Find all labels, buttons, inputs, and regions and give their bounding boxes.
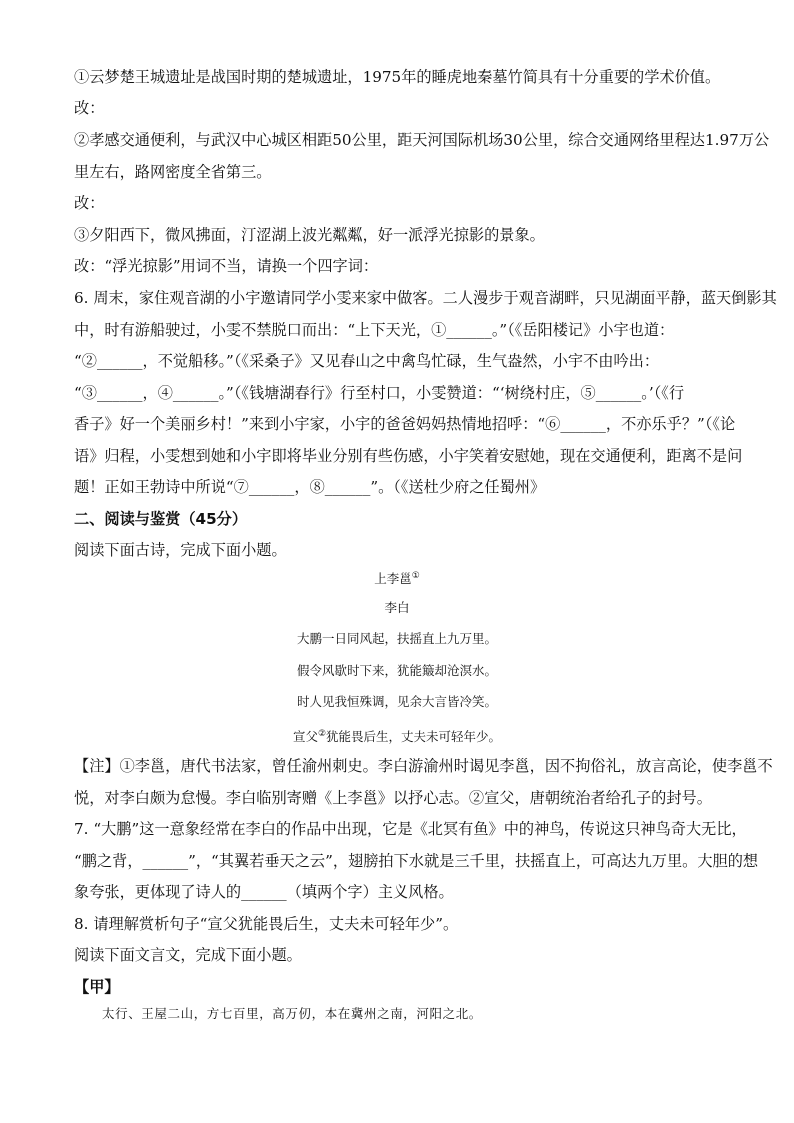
text-line: 改：: [74, 194, 105, 212]
text-line: 象夸张，更体现了诗人的______（填两个字）主义风格。: [74, 883, 454, 901]
text-line: 里左右，路网密度全省第三。: [74, 163, 272, 181]
text-line: 中，时有游船驶过，小雯不禁脱口而出：“上下天光，①______。”（《岳阳楼记》小宇也道：: [74, 321, 675, 339]
question-7-line: 7. “大鹏”这一意象经常在李白的作品中出现，它是《北冥有鱼》中的神鸟，传说这只神鸟奇大无比，: [74, 820, 747, 838]
text-line: “鹏之背，______”，“其翼若垂天之云”，翅膀拍下水就是三千里，扶摇直上，可高达九万里。大胆的想: [74, 852, 759, 870]
text-line: ①云梦楚王城遗址是战国时期的楚城遗址，1975年的睡虎地秦墓竹简具有十分重要的学术价值。: [74, 68, 721, 86]
text-line: “③______，④______。”（《钱塘湖春行》行至村口，小雯赞道：“‘树绕村庄，⑤______。’（《行: [74, 384, 685, 402]
poem-line: 假令风歇时下来，犹能簸却沧溟水。: [296, 663, 497, 678]
poem-line: 大鹏一日同风起，扶摇直上九万里。: [296, 631, 497, 646]
text-line: 改：: [74, 99, 105, 117]
text-line: ③夕阳西下，微风拂面，汀涩湖上波光粼粼，好一派浮光掠影的景象。: [74, 226, 545, 244]
text-line: 语》归程，小雯想到她和小宇即将毕业分别有些伤感，小宇笑着安慰她，现在交通便利，距离不是问: [74, 447, 743, 465]
text-line: 香子》好一个美丽乡村！”来到小宇家，小宇的爸爸妈妈热情地招呼：“⑥______，不亦乐乎？”（《论: [74, 415, 736, 433]
text-line: “②______，不觉船移。”（《采桑子》又见春山之中禽鸟忙碌，生气盎然，小宇不由吟出：: [74, 352, 660, 370]
classical-text: 太行、王屋二山，方七百里，高万仞，本在冀州之南，河阳之北。: [102, 1006, 482, 1021]
section-heading: 二、阅读与鉴赏（45分）: [74, 510, 248, 528]
note-line: 【注】①李邕，唐代书法家，曾任渝州刺史。李白游渝州时谒见李邕，因不拘俗礼，放言高论，使李邕不: [74, 757, 773, 775]
note-line: 悦，对李白颇为怠慢。李白临别寄赠《上李邕》以抒心志。②宣父，唐朝统治者给孔子的封号。: [74, 789, 712, 807]
question-8-line: 8. 请理解赏析句子“宣父犹能畏后生，丈夫未可轻年少”。: [74, 915, 459, 933]
text-line: 改：“浮光掠影”用词不当，请换一个四字词：: [74, 257, 379, 275]
passage-label: 【甲】: [74, 978, 120, 996]
poem-line: 时人见我恒殊调，见余大言皆冷笑。: [296, 694, 497, 709]
text-line: 阅读下面文言文，完成下面小题。: [74, 946, 302, 964]
poem-title: 上李邕①: [374, 571, 420, 587]
text-line: 题！正如王勃诗中所说“⑦______，⑧______”。（《送杜少府之任蜀州》: [74, 478, 546, 496]
poem-line: 宣父②犹能畏后生，丈夫未可轻年少。: [292, 729, 502, 745]
text-line: 阅读下面古诗，完成下面小题。: [74, 541, 287, 559]
poem-author: 李白: [384, 600, 410, 615]
question-6-line: 6. 周末，家住观音湖的小宇邀请同学小雯来家中做客。二人漫步于观音湖畔，只见湖面平静，蓝天倒影其: [74, 289, 777, 307]
text-line: ②孝感交通便利，与武汉中心城区相距50公里，距天河国际机场30公里，综合交通网络里程达1.97万公: [74, 131, 770, 149]
